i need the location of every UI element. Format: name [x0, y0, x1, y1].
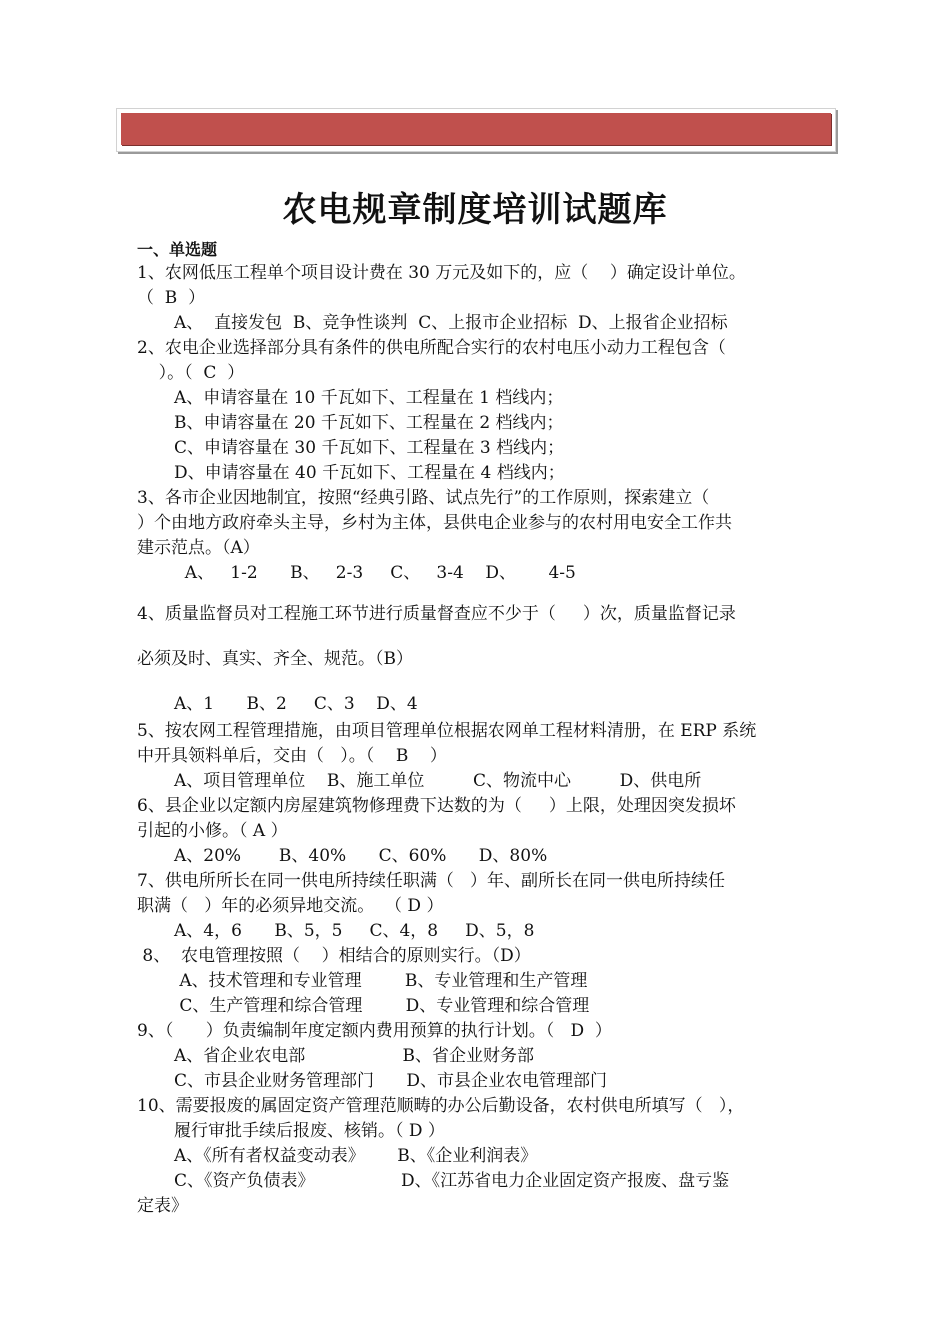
question-7-options: A、4，6 B、5，5 C、4，8 D、5，8: [174, 921, 535, 941]
question-6-line-2: 引起的小修。（ A ）: [137, 821, 288, 841]
header-banner: [116, 108, 836, 152]
question-7-line-1: 7、供电所所长在同一供电所持续任职满（ ）年、副所长在同一供电所持续任: [137, 871, 726, 891]
header-banner-bar: [121, 113, 831, 145]
question-2-line-1: 2、农电企业选择部分具有条件的供电所配合实行的农村电压小动力工程包含（: [137, 338, 726, 358]
question-4-line-2: 必须及时、真实、齐全、规范。（B）: [137, 649, 413, 669]
question-3-options: A、 1-2 B、 2-3 C、 3-4 D、 4-5: [174, 563, 576, 583]
question-8-line-1: 8、 农电管理按照（ ）相结合的原则实行。（D）: [137, 946, 531, 966]
question-10-options-cont: 定表》: [137, 1196, 188, 1216]
question-9-options-ab: A、省企业农电部 B、省企业财务部: [174, 1046, 535, 1066]
question-3-line-3: 建示范点。（A）: [137, 538, 260, 558]
question-1-answer: （ B ）: [137, 288, 206, 308]
document-title: 农电规章制度培训试题库: [282, 190, 668, 230]
question-5-line-1: 5、按农网工程管理措施，由项目管理单位根据农网单工程材料清册，在 ERP 系统: [137, 721, 757, 741]
question-8-options-ab: A、技术管理和专业管理 B、专业管理和生产管理: [174, 971, 588, 991]
question-10-options-cd: C、《资产负债表》 D、《江苏省电力企业固定资产报废、盘亏鉴: [174, 1171, 730, 1191]
question-2-option-a: A、申请容量在 10 千瓦如下、工程量在 1 档线内；: [174, 388, 564, 408]
question-1-options: A、 直接发包 B、竞争性谈判 C、上报市企业招标 D、上报省企业招标: [174, 313, 728, 333]
question-10-line-2: 履行审批手续后报废、核销。（ D ）: [174, 1121, 445, 1141]
section-heading: 一、单选题: [137, 240, 218, 259]
question-3-line-1: 3、各市企业因地制宜，按照“经典引路、试点先行”的工作原则，探索建立（: [137, 488, 710, 508]
question-5-options: A、项目管理单位 B、施工单位 C、物流中心 D、供电所: [174, 771, 702, 791]
question-10-line-1: 10、需要报废的属固定资产管理范顺畴的办公后勤设备，农村供电所填写（ ），: [137, 1096, 745, 1116]
question-2-option-d: D、申请容量在 40 千瓦如下、工程量在 4 档线内；: [174, 463, 565, 483]
question-4-options: A、1 B、2 C、3 D、4: [174, 694, 418, 714]
question-10-options-ab: A、《所有者权益变动表》 B、《企业利润表》: [174, 1146, 538, 1166]
question-1-line-1: 1、农网低压工程单个项目设计费在 30 万元及如下的，应（ ）确定设计单位。: [137, 263, 746, 283]
question-7-line-2: 职满（ ）年的必须异地交流。 （ D ）: [137, 896, 444, 916]
question-3-line-2: ）个由地方政府牵头主导，乡村为主体，县供电企业参与的农村用电安全工作共: [137, 513, 732, 533]
question-2-option-c: C、申请容量在 30 千瓦如下、工程量在 3 档线内；: [174, 438, 565, 458]
question-4-line-1: 4、质量监督员对工程施工环节进行质量督查应不少于（ ）次，质量监督记录: [137, 604, 736, 624]
question-2-answer: ）。（ C ）: [137, 363, 245, 383]
question-6-line-1: 6、县企业以定额内房屋建筑物修理费下达数的为（ ）上限，处理因突发损坏: [137, 796, 736, 816]
question-2-option-b: B、申请容量在 20 千瓦如下、工程量在 2 档线内；: [174, 413, 564, 433]
question-6-options: A、20% B、40% C、60% D、80%: [174, 846, 548, 866]
question-9-options-cd: C、市县企业财务管理部门 D、市县企业农电管理部门: [174, 1071, 608, 1091]
question-9-line-1: 9、（ ）负责编制年度定额内费用预算的执行计划。（ D ）: [137, 1021, 612, 1041]
question-5-line-2: 中开具领料单后，交由（ ）。（ B ）: [137, 746, 447, 766]
question-8-options-cd: C、生产管理和综合管理 D、专业管理和综合管理: [174, 996, 590, 1016]
